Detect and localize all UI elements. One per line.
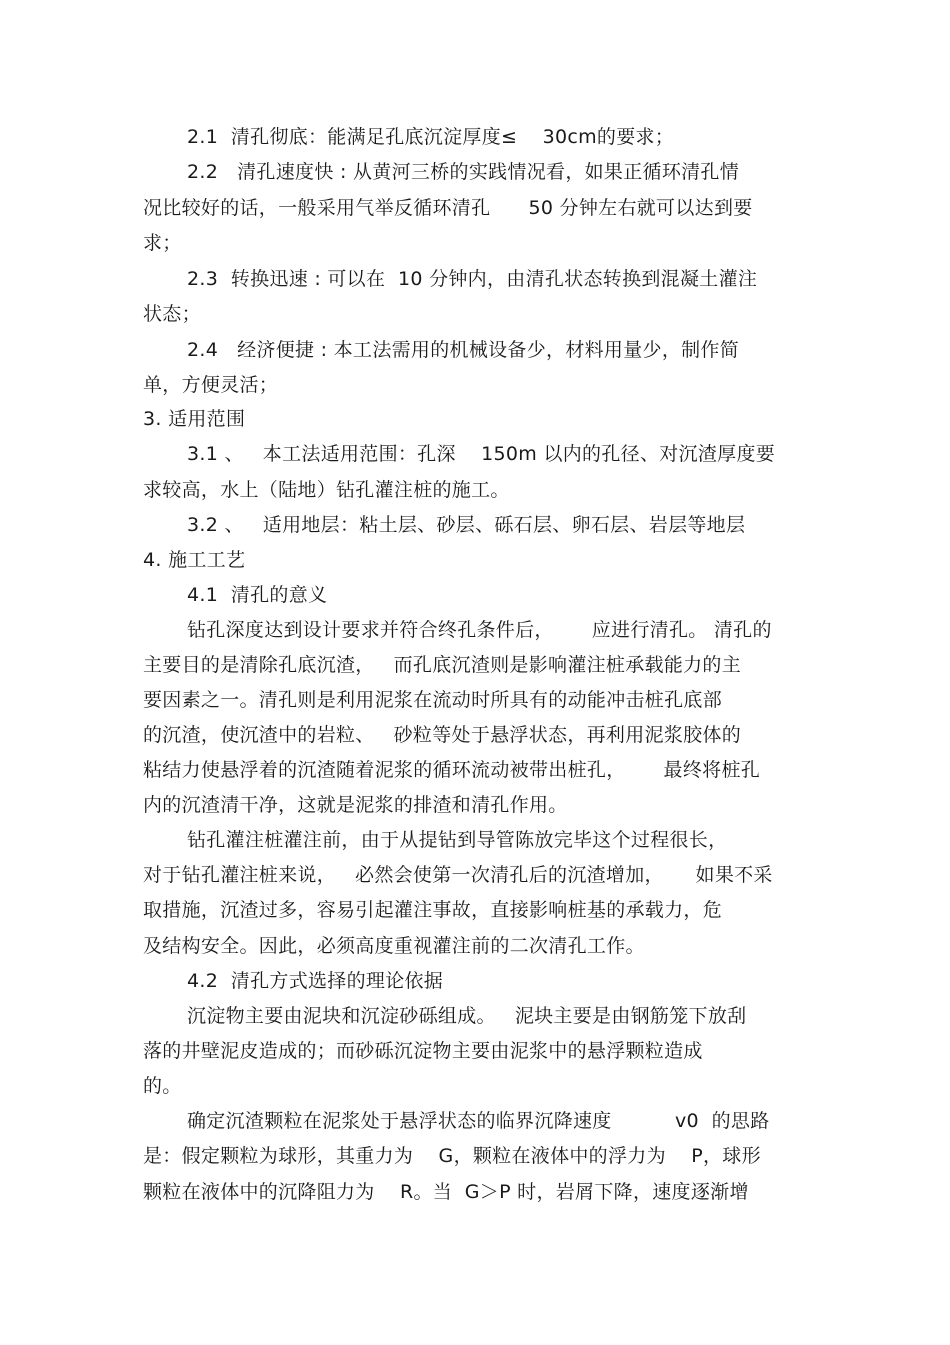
text-line: 求； — [143, 232, 182, 254]
section-heading: 3. 适用范围 — [143, 408, 246, 430]
text-line: 钻孔灌注桩灌注前，由于从提钻到导管陈放完毕这个过程很长， — [187, 829, 728, 851]
text-line: 2.2 清孔速度快 : 从黄河三桥的实践情况看，如果正循环清孔情 — [187, 161, 740, 183]
text-line: 取措施，沉渣过多，容易引起灌注事故，直接影响桩基的承载力，危 — [143, 899, 723, 921]
text-line: 2.4 经济便捷 : 本工法需用的机械设备少，材料用量少，制作简 — [187, 339, 740, 361]
text-line: 确定沉渣颗粒在泥浆处于悬浮状态的临界沉降速度 v0 的思路 — [187, 1110, 770, 1132]
text-line: 求较高，水上（陆地）钻孔灌注桩的施工。 — [143, 479, 510, 501]
text-line: 状态； — [143, 303, 201, 325]
text-line: 颗粒在液体中的沉降阻力为 R。当 G＞P 时，岩屑下降，速度逐渐增 — [143, 1181, 749, 1203]
text-line: 钻孔深度达到设计要求并符合终孔条件后， 应进行清孔。 清孔的 — [187, 619, 772, 641]
text-line: 3.2 、 适用地层：粘土层、砂层、砾石层、卵石层、岩层等地层 — [187, 514, 746, 536]
text-line: 2.3 转换迅速 : 可以在 10 分钟内，由清孔状态转换到混凝土灌注 — [187, 268, 758, 290]
subsection-heading: 4.1 清孔的意义 — [187, 584, 328, 606]
text-line: 内的沉渣清干净，这就是泥浆的排渣和清孔作用。 — [143, 794, 568, 816]
text-line: 的。 — [143, 1075, 182, 1097]
text-line: 要因素之一。清孔则是利用泥浆在流动时所具有的动能冲击桩孔底部 — [143, 689, 723, 711]
text-line: 落的井壁泥皮造成的；而砂砾沉淀物主要由泥浆中的悬浮颗粒造成 — [143, 1040, 703, 1062]
text-line: 沉淀物主要由泥块和沉淀砂砾组成。 泥块主要是由钢筋笼下放刮 — [187, 1005, 747, 1027]
text-line: 的沉渣，使沉渣中的岩粒、 砂粒等处于悬浮状态，再利用泥浆胶体的 — [143, 724, 742, 746]
text-line: 单，方便灵活； — [143, 374, 279, 396]
text-line: 对于钻孔灌注桩来说， 必然会使第一次清孔后的沉渣增加， 如果不采 — [143, 864, 773, 886]
text-line: 粘结力使悬浮着的沉渣随着泥浆的循环流动被带出桩孔， 最终将桩孔 — [143, 759, 761, 781]
section-heading: 4. 施工工艺 — [143, 549, 246, 571]
text-line: 是：假定颗粒为球形，其重力为 G，颗粒在液体中的浮力为 P，球形 — [143, 1145, 761, 1167]
text-line: 主要目的是清除孔底沉渣， 而孔底沉渣则是影响灌注桩承载能力的主 — [143, 654, 742, 676]
text-line: 及结构安全。因此，必须高度重视灌注前的二次清孔工作。 — [143, 935, 645, 957]
text-line: 况比较好的话，一般采用气举反循环清孔 50 分钟左右就可以达到要 — [143, 197, 753, 219]
subsection-heading: 4.2 清孔方式选择的理论依据 — [187, 970, 444, 992]
text-line: 3.1 、 本工法适用范围：孔深 150m 以内的孔径、对沉渣厚度要 — [187, 443, 776, 465]
text-line: 2.1 清孔彻底：能满足孔底沉淀厚度≤ 30cm的要求； — [187, 126, 675, 148]
